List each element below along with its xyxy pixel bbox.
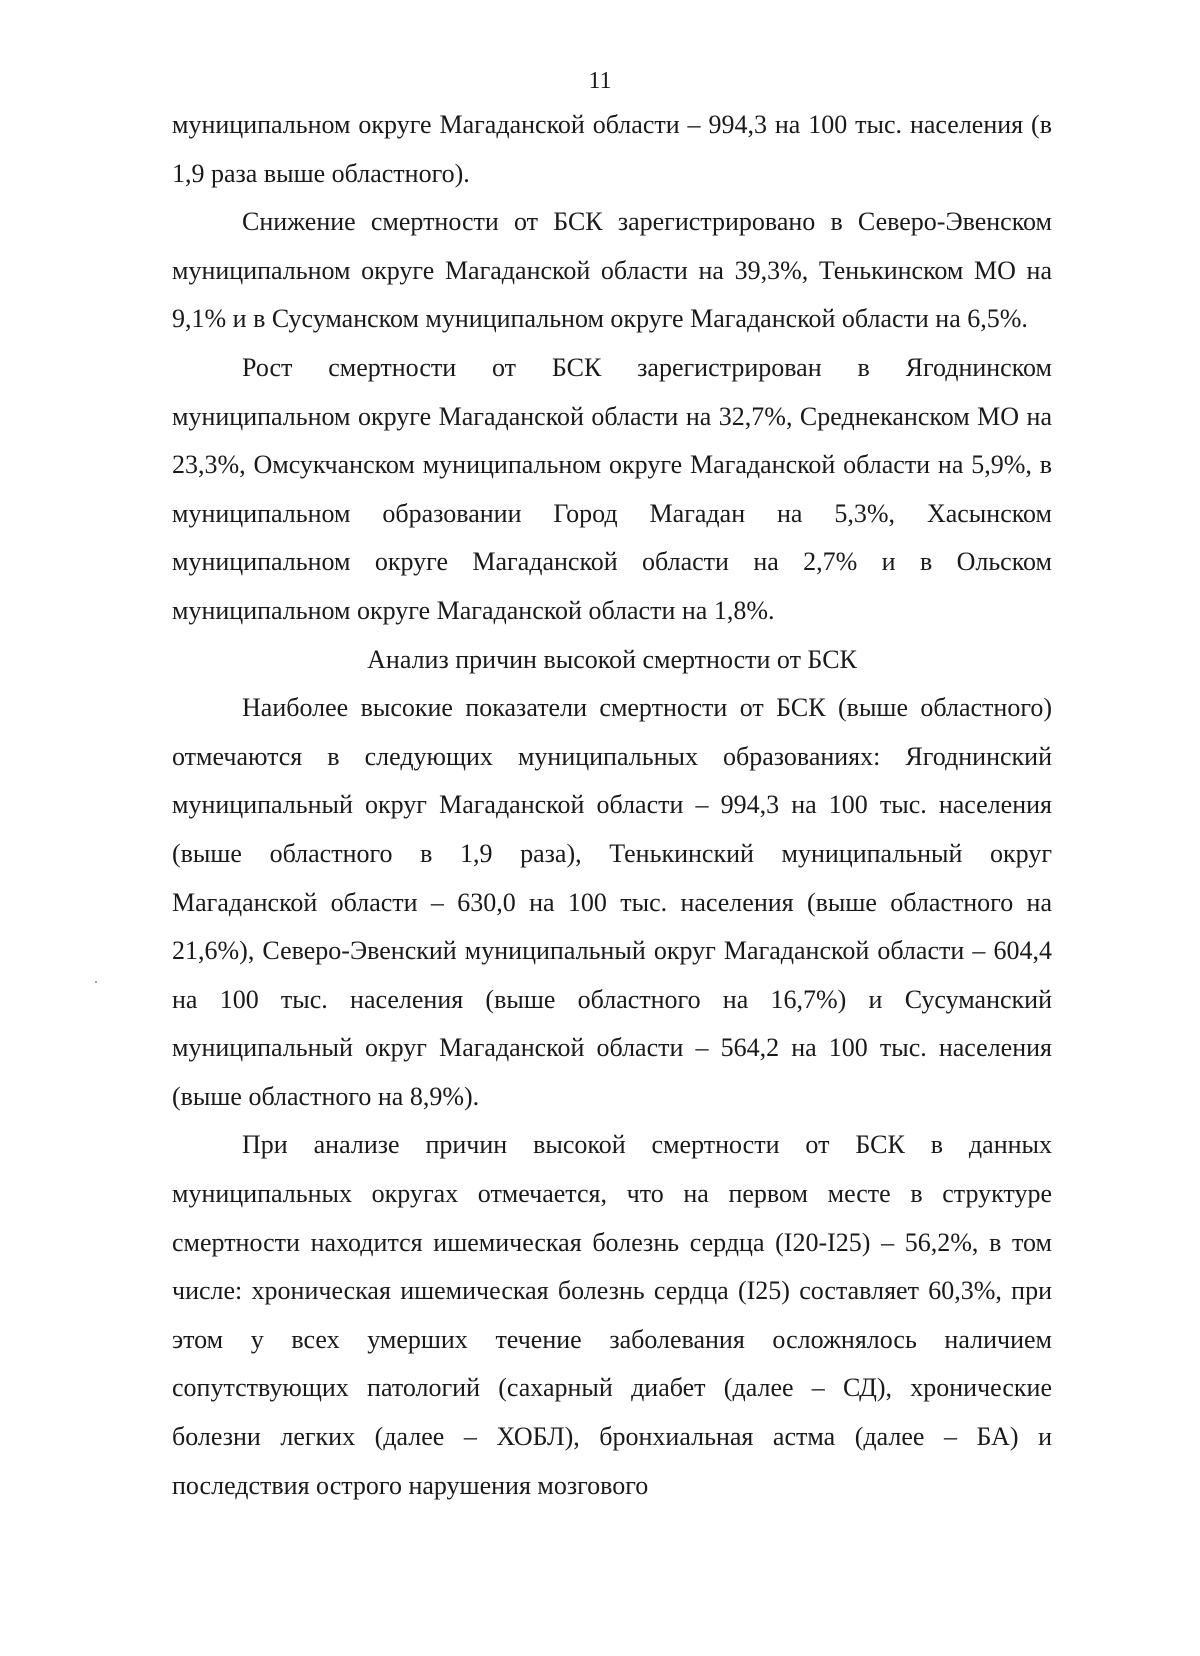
paragraph-continuation: муниципальном округе Магаданской области – 994,3 на 100 тыс. населения (в 1,9 раза выше областного). [172, 110, 1052, 188]
scan-speck [95, 981, 97, 983]
page-number: 11 [588, 68, 612, 94]
paragraph-mortality-increase: Рост смертности от БСК зарегистрирован в Ягоднинском муниципальном округе Магаданской области на 32,7%, Среднеканском МО на 23,3%, Омсукчанском муниципальном округе Магаданской области на 5,9%, в муниципальном образовании Город Магадан на 5,3%, Хасынском муниципальном округе Магаданской области на 2,7% и в Ольском муниципальном округе Магаданской области на 1,8%. [172, 352, 1052, 625]
paragraph-causes-analysis: При анализе причин высокой смертности от БСК в данных муниципальных округах отмечается, что на первом месте в структуре смертности находится ишемическая болезнь сердца (I20-I25) – 56,2%, в том числе: хроническая ишемическая болезнь сердца (I25) составляет 60,3%, при этом у всех умерших течение заболевания осложнялось наличием сопутствующих патологий (сахарный диабет (далее – СД), хронические болезни легких (далее – ХОБЛ), бронхиальная астма (далее – БА) и последствия острого нарушения мозгового [172, 1130, 1052, 1500]
document-body [172, 101, 1052, 1510]
section-heading: Анализ причин высокой смертности от БСК [367, 644, 857, 674]
paragraph-highest-rates: Наиболее высокие показатели смертности от БСК (выше областного) отмечаются в следующих муниципальных образованиях: Ягоднинский муниципальный округ Магаданской области – 994,3 на 100 тыс. населения (выше областного в 1,9 раза), Тенькинский муниципальный округ Магаданской области – 630,0 на 100 тыс. населения (выше областного на 21,6%), Северо-Эвенский муниципальный округ Магаданской области – 604,4 на 100 тыс. населения (выше областного на 16,7%) и Сусуманский муниципальный округ Магаданской области – 564,2 на 100 тыс. населения (выше областного на 8,9%). [172, 693, 1052, 1111]
paragraph-mortality-decrease: Снижение смертности от БСК зарегистрировано в Северо-Эвенском муниципальном округе Магаданской области на 39,3%, Тенькинском МО на 9,1% и в Сусуманском муниципальном округе Магаданской области на 6,5%. [172, 207, 1052, 334]
